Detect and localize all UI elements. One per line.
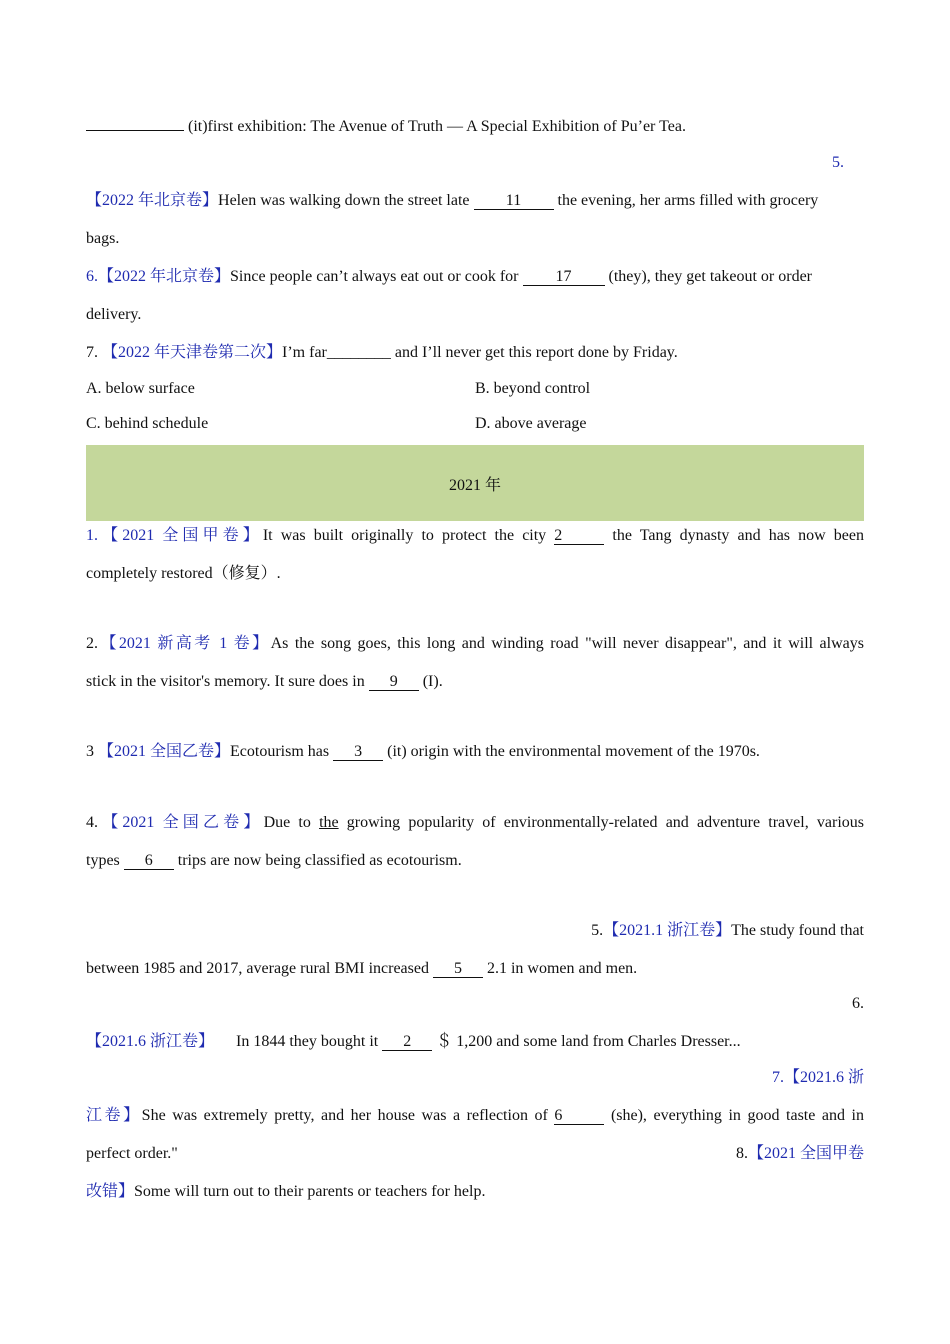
question-5-2022-cont: bags. [86,230,120,247]
question-text: (it)first exhibition: The Avenue of Truth — A Special Exhibition of Pu’er Tea. [184,118,686,135]
question-number: 4. [86,814,98,831]
answer-blank: 3 [333,744,383,761]
answer-blank: 6 [554,1108,604,1125]
question-6-2021-number: 6. [852,995,864,1012]
answer-blank: 5 [433,961,483,978]
answer-blank: 2 [382,1034,432,1051]
answer-blank: 9 [369,674,419,691]
question-text: (it) origin with the environmental movement of the 1970s. [383,743,760,760]
question-8-2021-head [736,1144,864,1164]
question-text: (they), they get takeout or order [604,268,812,285]
question-number: 6. [86,268,98,285]
question-text: I’m far________ and I’ll never get this report done by Friday. [282,344,678,361]
question-number: 7. [86,344,102,361]
question-5-2021-cont [86,959,637,979]
question-text: It was built originally to protect the city [262,527,555,544]
question-text: (she), everything in good taste and in [604,1107,864,1124]
question-text: The study found that [731,922,864,939]
option-b: B. beyond control [475,380,591,397]
question-6-2022-cont: delivery. [86,306,142,323]
question-text: She was extremely pretty, and her house was a reflection of [141,1107,555,1124]
question-1-2021 [86,526,864,546]
source-tag: 【2022 年北京卷】 [86,192,219,209]
source-tag: 【2021.1 浙江卷】 [603,922,732,939]
question-5-2021 [591,921,864,941]
question-2-2021 [86,634,864,654]
question-text: stick in the visitor's memory. It sure does in [86,673,369,690]
question-text: types [86,852,124,869]
question-4-2021-cont [86,851,462,871]
source-tag: 【2021 全国甲卷 [747,1145,864,1162]
question-text: 2.1 in women and men. [482,960,638,977]
answer-blank: 6 [124,853,174,870]
question-6-2021 [86,1032,741,1052]
answer-blank: 11 [474,193,554,210]
source-tag: 【2021 全国乙卷】 [98,814,264,831]
exhibition-line [86,117,686,137]
source-tag: 【2022 年北京卷】 [98,268,231,285]
source-tag: 【2021 全国乙卷】 [98,743,231,760]
question-7-2021-cont: perfect order." [86,1145,178,1162]
question-7-2022 [86,343,678,363]
question-text: In 1844 they bought it [236,1033,383,1050]
question-2-2021-cont [86,672,443,692]
question-7-2021-head [772,1068,864,1088]
question-number: 7. [771,1069,784,1086]
question-number [832,153,844,173]
question-number: 2. [86,635,98,652]
question-5-2022-number: 5. [832,154,844,171]
question-number: 1. [86,527,98,544]
question-7-2021 [86,1106,864,1126]
source-tag: 江卷】 [86,1107,142,1124]
answer-blank: 17 [523,269,605,286]
question-text: Ecotourism has [230,743,334,760]
section-header-2021 [86,445,864,521]
source-tag: 【2021.6 浙 [783,1069,864,1086]
option-c: C. behind schedule [86,415,209,432]
question-text: trips are now being classified as ecotourism. [173,852,462,869]
question-text: between 1985 and 2017, average rural BMI increased [86,960,433,977]
question-text: the evening, her arms filled with grocery [553,192,819,209]
question-1-2021-cont: completely restored（修复）. [86,565,281,582]
question-text: (I). [418,673,443,690]
question-number: 5. [591,922,604,939]
source-tag: 【2021.6 浙江卷】 [86,1033,215,1050]
question-text: Some will turn out to their parents or teachers for help. [134,1183,486,1200]
source-tag: 【2021 全国甲卷】 [98,527,263,544]
question-6-2022 [86,267,812,287]
question-3-2021 [86,742,760,762]
question-text: ＄ 1,200 and some land from Charles Dresser... [432,1033,741,1050]
option-d: D. above average [475,415,587,432]
question-number: 8. [735,1145,748,1162]
underlined-word: the [319,814,339,831]
source-tag: 【2021 新高考 1 卷】 [98,635,271,652]
section-title: 2021 年 [448,476,501,494]
question-text: growing popularity of environmentally-related and adventure travel, various [338,814,864,831]
question-number: 3 [86,743,98,760]
source-tag: 【2022 年天津卷第二次】 [102,344,283,361]
question-text: Helen was walking down the street late [218,192,474,209]
question-text: the Tang dynasty and has now been [604,527,865,544]
option-a: A. below surface [86,380,195,397]
answer-blank: 2 [554,528,604,545]
answer-blank [86,130,184,131]
question-text: As the song goes, this long and winding road "will never disappear", and it will always [270,635,864,652]
source-tag: 改错】 [86,1183,135,1200]
question-text: Since people can’t always eat out or cook for [230,268,523,285]
question-5-2022 [86,191,818,211]
question-text: Due to [263,814,320,831]
question-4-2021 [86,813,864,833]
question-8-2021 [86,1182,485,1202]
